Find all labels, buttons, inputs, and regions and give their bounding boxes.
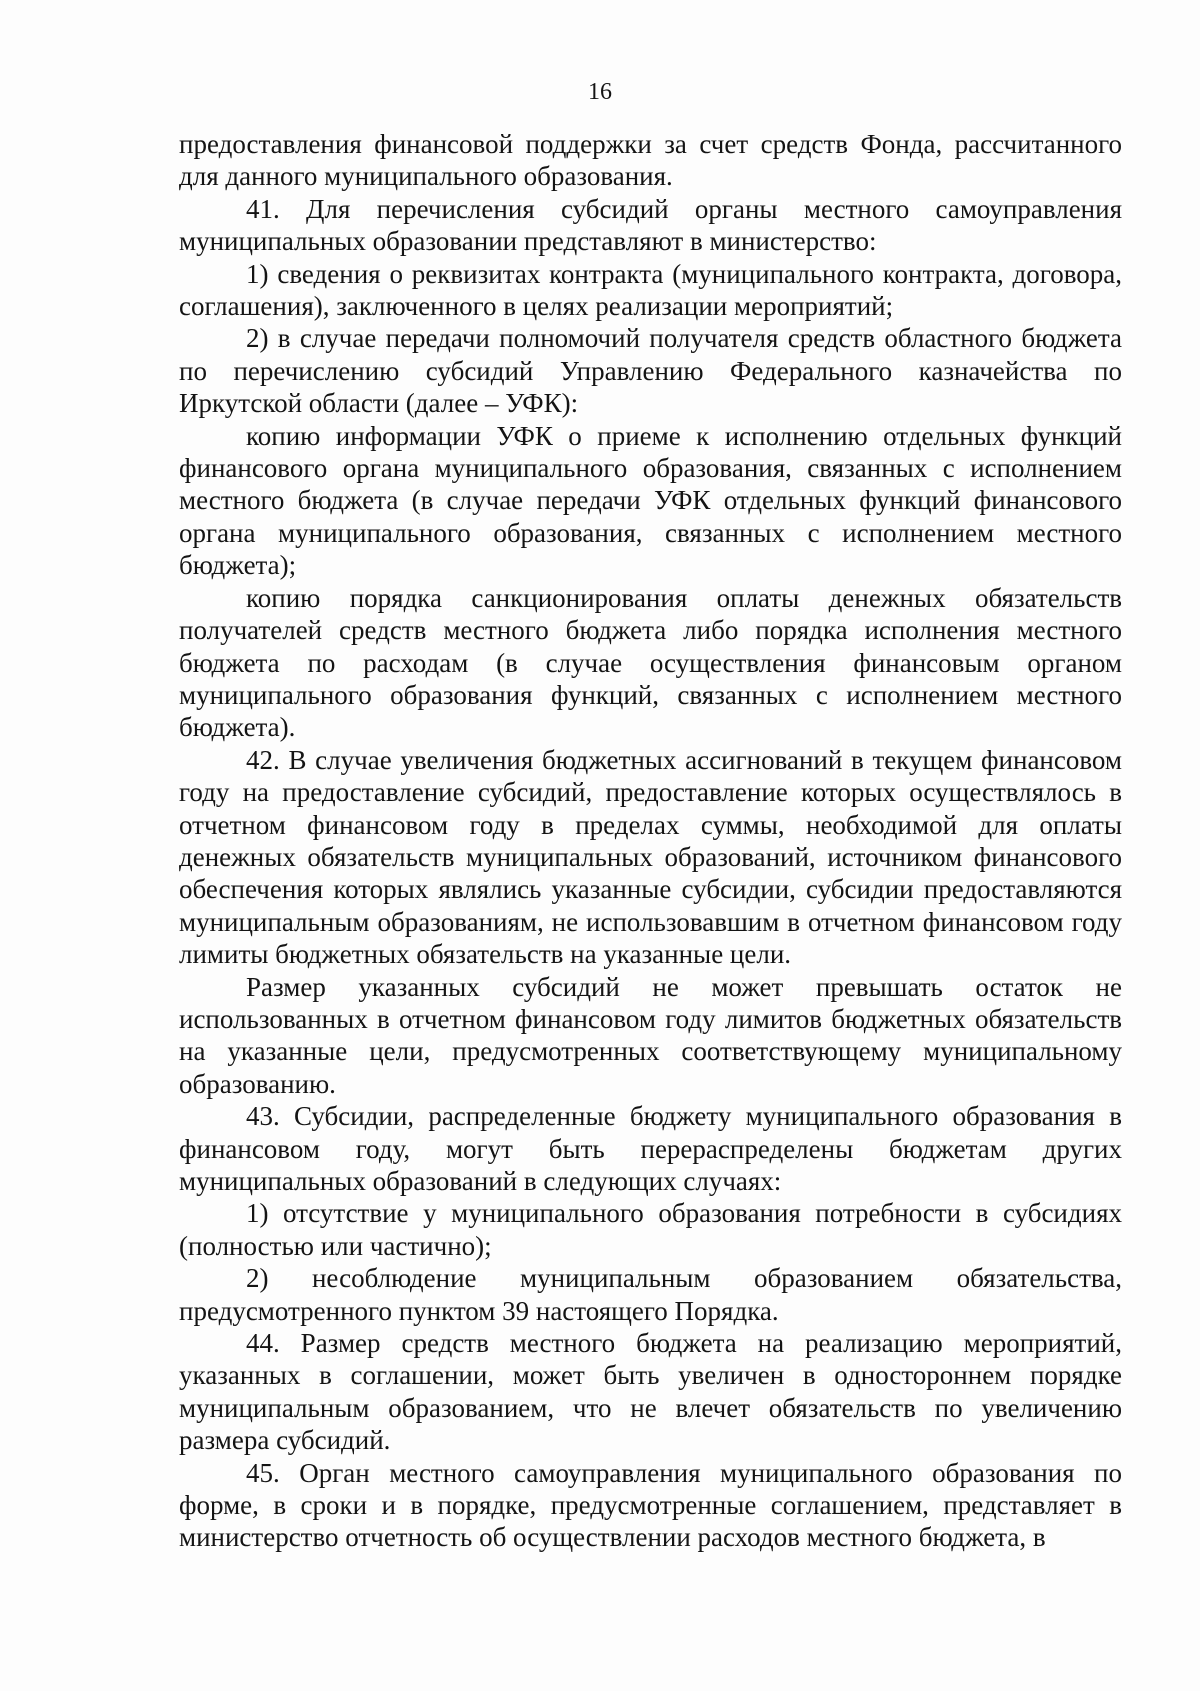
paragraph-continuation: предоставления финансовой поддержки за счет средств Фонда, рассчитанного для данного муниципального образования. [179, 129, 1122, 192]
paragraph-item-43: 43. Субсидии, распределенные бюджету муниципального образования в финансовом году, могут быть перераспределены бюджетам других муниципальных образований в следующих случаях: [179, 1101, 1122, 1196]
paragraph-subsidy-size: Размер указанных субсидий не может превышать остаток не использованных в отчетном финансовом году лимитов бюджетных обязательств на указанные цели, предусмотренных соответствующему муниципальному образованию. [179, 971, 1122, 1099]
paragraph-item-41-2: 2) в случае передачи полномочий получателя средств областного бюджета по перечислению субсидий Управлению Федерального казначейства по Иркутской области (далее – УФК): [179, 323, 1122, 419]
paragraph-item-44: 44. Размер средств местного бюджета на реализацию мероприятий, указанных в соглашении, может быть увеличен в одностороннем порядке муниципальным образованием, что не влечет обязательств по увеличению размера субсидий. [179, 1328, 1122, 1456]
paragraph-item-45: 45. Орган местного самоуправления муниципального образования по форме, в сроки и в порядке, предусмотренные соглашением, представляет в министерство отчетность об осуществлении расходов местного бюджета, в [179, 1457, 1122, 1553]
paragraph-item-43-2: 2) несоблюдение муниципальным образованием обязательства, предусмотренного пунктом 39 настоящего Порядка. [179, 1263, 1122, 1326]
paragraph-item-42: 42. В случае увеличения бюджетных ассигнований в текущем финансовом году на предоставление субсидий, предоставление которых осуществлялось в отчетном финансовом году в пределах суммы, необходимой для оплаты денежных обязательств муниципальных образований, источником финансового обеспечения которых являлись указанные субсидии, субсидии предоставляются муниципальным образованиям, не использовавшим в отчетном финансовом году лимиты бюджетных обязательств на указанные цели. [179, 744, 1122, 970]
paragraph-item-41: 41. Для перечисления субсидий органы местного самоуправления муниципальных образовании представляют в министерство: [179, 193, 1122, 257]
paragraph-sanction-procedure-copy: копию порядка санкционирования оплаты денежных обязательств получателей средств местного бюджета либо порядка исполнения местного бюджета по расходам (в случае осуществления финансовым органом муниципального образования функций, связанных с исполнением местного бюджета). [179, 582, 1122, 743]
paragraph-ufk-information-copy: копию информации УФК о приеме к исполнению отдельных функций финансового органа муниципального образования, связанных с исполнением местного бюджета (в случае передачи УФК отдельных функций финансового органа муниципального образования, связанных с исполнением местного бюджета); [179, 420, 1122, 581]
page-number: 16 [588, 79, 612, 105]
paragraph-item-41-1: 1) сведения о реквизитах контракта (муниципального контракта, договора, соглашения), заключенного в целях реализации мероприятий; [179, 258, 1122, 322]
document-body [179, 128, 1122, 1554]
paragraph-item-43-1: 1) отсутствие у муниципального образования потребности в субсидиях (полностью или частично); [179, 1198, 1122, 1261]
